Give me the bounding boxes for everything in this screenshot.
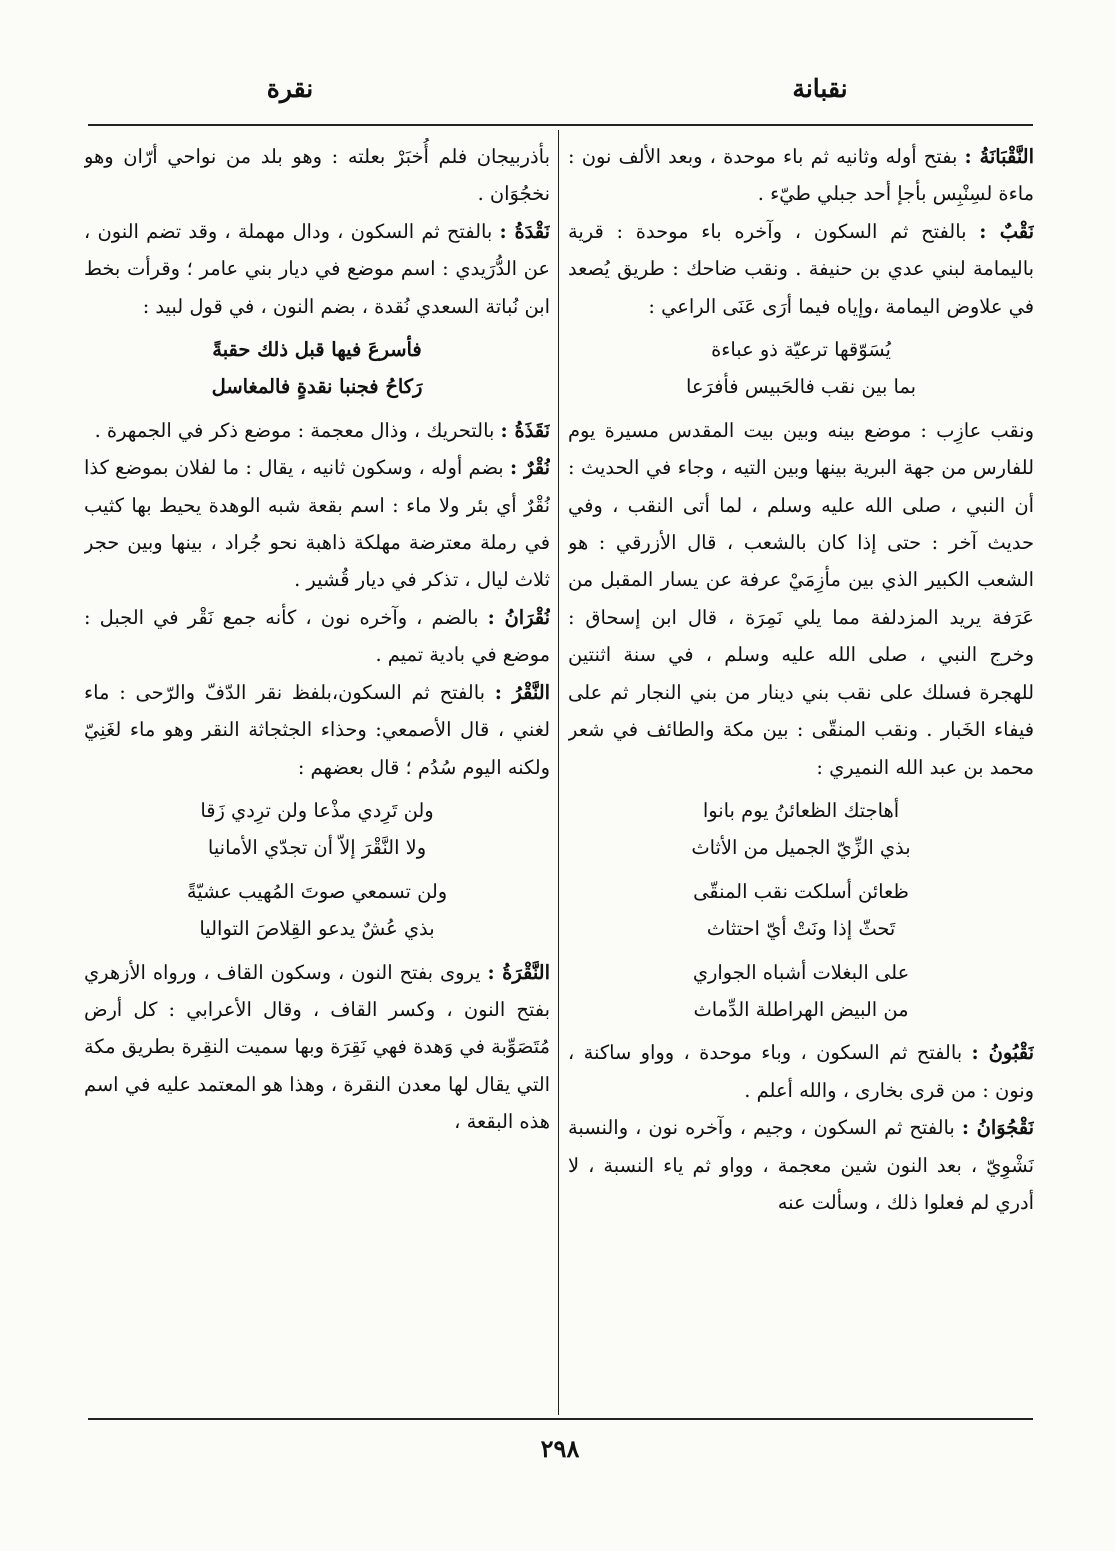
verse-block: [568, 873, 1034, 948]
verse-line: من البيض الهراطلة الدِّماث: [693, 997, 909, 1021]
verse-block: [568, 954, 1034, 1029]
verse-block: [568, 792, 1034, 867]
verse-line: ولا النَّقْرَ إلاّ أن تجدّي الأمانيا: [207, 836, 427, 860]
dictionary-entry: [84, 954, 550, 1141]
dictionary-entry: [568, 138, 1034, 213]
verse-line: ولن تسمعي صوتَ المُهيب عشيّةً: [186, 879, 448, 903]
dictionary-entry: [84, 674, 550, 786]
verse-block: [84, 792, 550, 867]
column-divider: [558, 130, 559, 1415]
verse-block: [84, 331, 550, 406]
entry-headword: نَقْبٌ :: [979, 219, 1034, 243]
entry-headword: نَقْدَةُ :: [499, 219, 550, 243]
entry-text: بالفتح ثم السكون ، وجيم ، وآخره نون ، والنسبة نَشْوِيّ ، بعد النون شين معجمة ، وواو ثم ياء النسبة ، لا أدري لم فعلوا ذلك ، وسألت عنه: [568, 1116, 1034, 1214]
running-header-left: نقرة: [266, 74, 314, 103]
entry-text: ونقب عازِب : موضع بينه وبين بيت المقدس مسيرة يوم للفارس من جهة البرية بينها وبين التيه ، وجاء في الحديث : أن النبي ، صلى الله عليه وسلم ، لما أتى النقب ، وفي حديث آخر : حتى إذا كان بالشعب ، قال الأزرقي : هو الشعب الكبير الذي بين مأزِمَيْ عرفة عن يسار المقبل من عَرَفة يريد المزدلفة مما يلي نَمِرَة ، قال ابن إسحاق : وخرج النبي ، صلى الله عليه وسلم ، في سنة اثنتين للهجرة فسلك على نقب بني دينار من بني النجار ثم على فيفاء الخَبار . ونقب المنقّى : بين مكة والطائف في شعر محمد بن عبد الله النميري :: [568, 418, 1034, 779]
dictionary-entry: [568, 412, 1034, 786]
verse-line: بذي الزِّيّ الجميل من الأثاث: [691, 836, 911, 860]
top-rule: [88, 124, 1033, 126]
left-column: [84, 138, 550, 1413]
entry-text: بالفتح ثم السكون،بلفظ نقر الدّفّ والرّحى : ماء لغني ، قال الأصمعي: وحذاء الجثجاثة النقر وهو ماء لغَنِيّ ولكنه اليوم سُدُم ؛ قال بعضهم :: [84, 680, 550, 779]
dictionary-entry: [84, 599, 550, 674]
verse-line: بما بين نقب فالحَبيس فأفرَعا: [685, 375, 917, 399]
verse-line: بذي عُشٌ يدعو القِلاصَ التواليا: [199, 917, 435, 941]
dictionary-entry: [84, 213, 550, 325]
bottom-rule: [88, 1418, 1033, 1420]
dictionary-entry: [568, 1109, 1034, 1221]
verse-line: فأسرعَ فيها قبل ذلك حقبةً: [212, 338, 422, 362]
dictionary-entry: [568, 213, 1034, 325]
entry-text: بأذربيجان فلم أُخبَرْ بعلته : وهو بلد من نواحي أرّان وهو نخجُوَان .: [84, 145, 550, 206]
verse-line: رَكاحُ فجنبا نقدةٍ فالمغاسل: [211, 375, 423, 399]
verse-line: يُسَوّقها ترعيّة ذو عباءة: [711, 338, 891, 362]
entry-headword: نَقْجُوَانُ :: [961, 1116, 1034, 1140]
entry-text: بالفتح ثم السكون ، وآخره باء موحدة : قرية باليمامة لبني عدي بن حنيفة . ونقب ضاحك : طريق يُصعد في علاوض اليمامة ،وإياه فيما أرَى عَنَى الراعي :: [568, 219, 1034, 318]
verse-line: تَحثّ إذا ونَتْ أيّ احتثاث: [706, 917, 896, 941]
entry-headword: نُقْرٌ :: [510, 456, 550, 480]
entry-headword: نَقَذَةُ :: [500, 418, 550, 442]
entry-text: بالفتح ثم السكون ، ودال مهملة ، وقد تضم النون ، عن الدُّرَيدي : اسم موضع في ديار بني عامر ؛ وقرأت بخط ابن نُباتة السعدي نُقدة ، بضم النون ، في قول لبيد :: [84, 219, 550, 318]
entry-headword: النَّقْبَانَةُ :: [964, 145, 1034, 168]
dictionary-entry: [84, 412, 550, 449]
entry-headword: نُقْرَانُ :: [487, 605, 550, 629]
entry-headword: النَّقْرَةُ :: [487, 960, 550, 984]
dictionary-entry: [568, 1034, 1034, 1109]
dictionary-entry: [84, 138, 550, 213]
page-number: ٢٩٨: [540, 1434, 580, 1463]
entry-text: بضم أوله ، وسكون ثانيه ، يقال : ما لفلان بموضع كذا نُقْرٌ أي بئر ولا ماء : اسم بقعة شبه الوهدة يحيط بها كثيب في رملة معترضة مهلكة ذاهبة نحو جُراد ، بينها وبين حجر ثلاث ليال ، تذكر في ديار قُشير .: [84, 456, 550, 592]
entry-text: يروى بفتح النون ، وسكون القاف ، ورواه الأزهري بفتح النون ، وكسر القاف ، وقال الأعرابي : كل أرض مُتَصَوِّبة في وَهدة فهي نَقِرَة وبها سميت النقِرة بطريق مكة التي يقال لها معدن النقرة ، وهذا هو المعتمد عليه في اسم هذه البقعة ،: [84, 960, 550, 1134]
verse-line: على البغلات أشباه الجواري: [692, 960, 910, 984]
entry-text: بالضم ، وآخره نون ، كأنه جمع نَقْر في الجبل : موضع في بادية تميم .: [84, 605, 550, 667]
verse-block: [568, 331, 1034, 406]
entry-headword: النَّقْرُ :: [494, 680, 550, 704]
right-column: [568, 138, 1034, 1413]
verse-line: أهاجتك الظعائنُ يوم بانوا: [702, 798, 900, 822]
verse-block: [84, 873, 550, 948]
entry-text: بالتحريك ، وذال معجمة : موضع ذكر في الجمهرة .: [94, 418, 501, 442]
dictionary-entry: [84, 449, 550, 599]
verse-line: ظعائن أسلكت نقب المنقّى: [693, 879, 909, 903]
running-header-right: نقبانة: [792, 74, 848, 103]
entry-text: بالفتح ثم السكون ، وباء موحدة ، وواو ساكنة ، ونون : من قرى بخارى ، والله أعلم .: [568, 1041, 1034, 1102]
verse-line: ولن تَرِدي مذْعا ولن ترِدي زَقا: [200, 798, 434, 822]
entry-text: بفتح أوله وثانيه ثم باء موحدة ، وبعد الألف نون : ماءة لسِنْبِس بأجإ أحد جبلي طيّء .: [568, 145, 1034, 206]
entry-headword: نَقْبُونُ :: [971, 1041, 1034, 1065]
